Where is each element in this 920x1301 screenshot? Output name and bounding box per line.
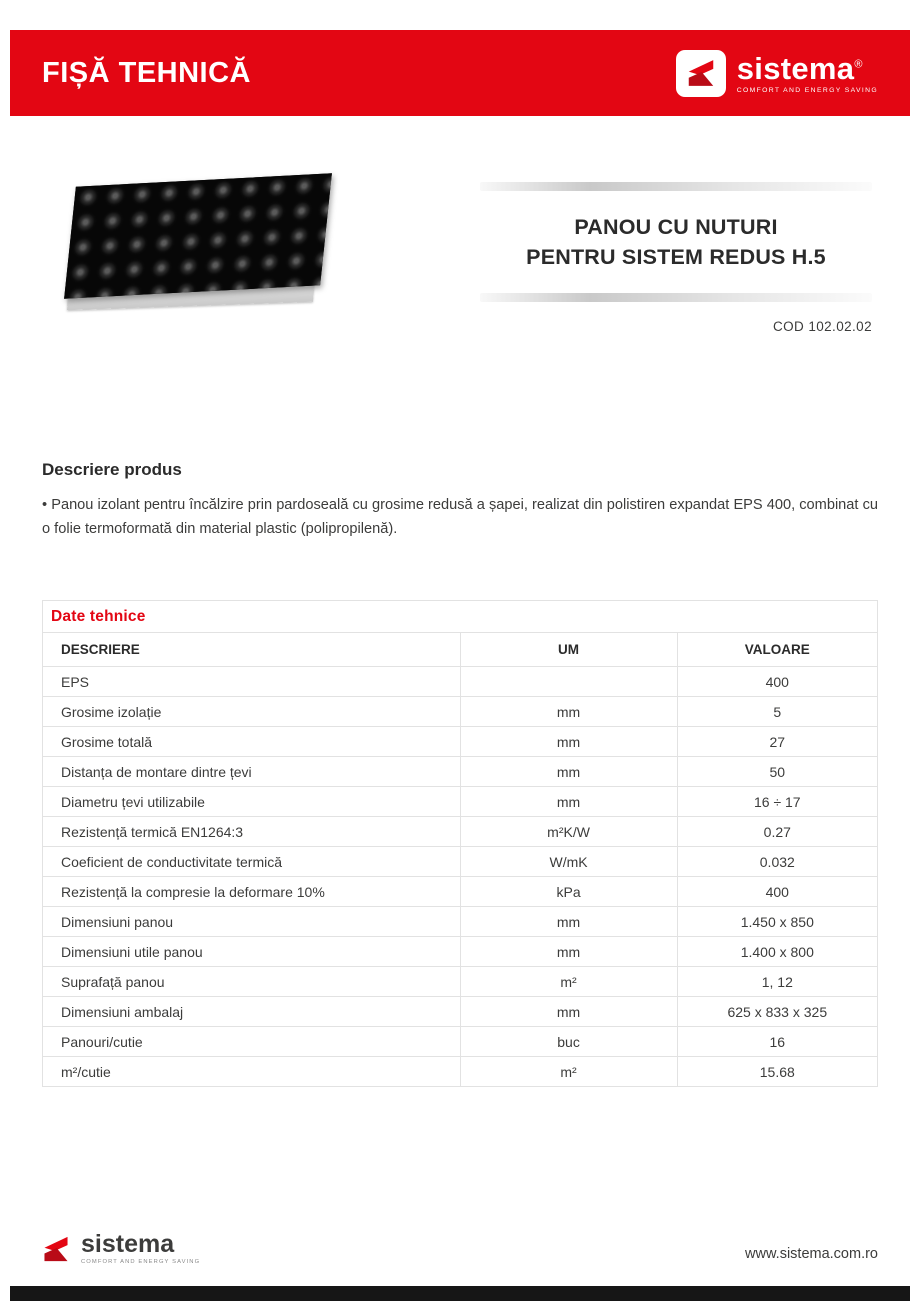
- product-code: COD 102.02.02: [772, 319, 872, 335]
- table-cell: Diametru țevi utilizabile: [43, 787, 461, 817]
- footer-brand: [40, 1232, 200, 1265]
- table-cell: m²K/W: [460, 817, 677, 847]
- table-cell: Dimensiuni utile panou: [43, 937, 461, 967]
- product-image-nub-panel: [64, 173, 332, 298]
- product-image: [68, 180, 324, 308]
- page-title: FIȘĂ TEHNICĂ: [42, 56, 251, 89]
- table-cell: Distanța de montare dintre țevi: [43, 757, 461, 787]
- table-row: [43, 967, 878, 997]
- brand-name-label: sistema: [736, 50, 855, 86]
- table-cell: m²: [460, 967, 677, 997]
- table-cell: m²: [460, 1057, 677, 1087]
- table-cell: mm: [460, 907, 677, 937]
- table-body: [43, 667, 878, 1087]
- table-row: [43, 997, 878, 1027]
- table-cell: mm: [460, 697, 677, 727]
- table-row: [43, 727, 878, 757]
- table-cell: 1.450 x 850: [677, 907, 877, 937]
- table-cell: Grosime izolație: [43, 697, 461, 727]
- table-cell: Panouri/cutie: [43, 1027, 461, 1057]
- header-bar: [10, 30, 910, 116]
- product-title-block: [480, 182, 872, 334]
- table-row: [43, 907, 878, 937]
- table-cell: mm: [460, 997, 677, 1027]
- table-title: Date tehnice: [43, 601, 878, 633]
- table-header-row: [43, 633, 878, 667]
- table-cell: 5: [677, 697, 877, 727]
- column-header-descriere: DESCRIERE: [43, 633, 461, 667]
- table-row: [43, 1057, 878, 1087]
- table-cell: 50: [677, 757, 877, 787]
- table-cell: W/mK: [460, 847, 677, 877]
- table-cell: kPa: [460, 877, 677, 907]
- table-cell: 16: [677, 1027, 877, 1057]
- table-cell: 0.27: [677, 817, 877, 847]
- table-row: [43, 757, 878, 787]
- product-title-line2: PENTRU SISTEM REDUS H.5: [526, 245, 826, 270]
- table-cell: buc: [460, 1027, 677, 1057]
- table-cell: Rezistență termică EN1264:3: [43, 817, 461, 847]
- table-cell: mm: [460, 937, 677, 967]
- description-text: • Panou izolant pentru încălzire prin pardoseală cu grosime redusă a șapei, realizat din polistiren expandat EPS 400, combinat cu o folie termoformată din material plastic (polipropilenă).: [42, 497, 878, 538]
- table-cell: 16 ÷ 17: [677, 787, 877, 817]
- table-row: [43, 1027, 878, 1057]
- table-cell: EPS: [43, 667, 461, 697]
- table-row: [43, 667, 878, 697]
- header-brand-text: [736, 50, 878, 94]
- table-cell: 1.400 x 800: [677, 937, 877, 967]
- table-row: [43, 697, 878, 727]
- table-cell: m²/cutie: [43, 1057, 461, 1087]
- title-divider-top: [480, 182, 872, 191]
- brand-tagline: COMFORT AND ENERGY SAVING: [736, 86, 878, 94]
- table-cell: mm: [460, 787, 677, 817]
- table-cell: Suprafață panou: [43, 967, 461, 997]
- table-cell: 1, 12: [677, 967, 877, 997]
- description-heading: Descriere produs: [42, 460, 182, 479]
- table-head: [43, 601, 878, 667]
- table-cell: 0.032: [677, 847, 877, 877]
- technical-data-table: [42, 600, 878, 1087]
- table-cell: 625 x 833 x 325: [677, 997, 877, 1027]
- column-header-um: UM: [460, 633, 677, 667]
- table-row: [43, 877, 878, 907]
- table-cell: 15.68: [677, 1057, 877, 1087]
- table-cell: Grosime totală: [43, 727, 461, 757]
- product-title: [480, 212, 872, 272]
- table-row: [43, 817, 878, 847]
- table-cell: 27: [677, 727, 877, 757]
- footer-website-link[interactable]: www.sistema.com.ro: [745, 1246, 878, 1262]
- table-cell: mm: [460, 757, 677, 787]
- footer-brand-text: [81, 1232, 200, 1265]
- table-row: [43, 847, 878, 877]
- bottom-bar: [10, 1286, 910, 1301]
- table-cell: 400: [677, 667, 877, 697]
- table-cell: [460, 667, 677, 697]
- sistema-logo-icon: [676, 50, 726, 97]
- table-cell: 400: [677, 877, 877, 907]
- table-cell: Dimensiuni panou: [43, 907, 461, 937]
- table-cell: Dimensiuni ambalaj: [43, 997, 461, 1027]
- brand-name: [736, 50, 878, 86]
- footer-brand-name: sistema: [81, 1230, 175, 1258]
- table-row: [43, 937, 878, 967]
- sistema-logo-icon: [40, 1233, 72, 1265]
- table-cell: mm: [460, 727, 677, 757]
- table-cell: Coeficient de conductivitate termică: [43, 847, 461, 877]
- title-divider-bottom: [480, 293, 872, 302]
- table-title-row: [43, 601, 878, 633]
- registered-mark: ®: [854, 58, 863, 71]
- table-cell: Rezistență la compresie la deformare 10%: [43, 877, 461, 907]
- header-brand: [676, 50, 878, 97]
- table-row: [43, 787, 878, 817]
- column-header-valoare: VALOARE: [677, 633, 877, 667]
- footer-brand-tagline: COMFORT AND ENERGY SAVING: [81, 1259, 201, 1265]
- product-title-line1: PANOU CU NUTURI: [574, 215, 778, 239]
